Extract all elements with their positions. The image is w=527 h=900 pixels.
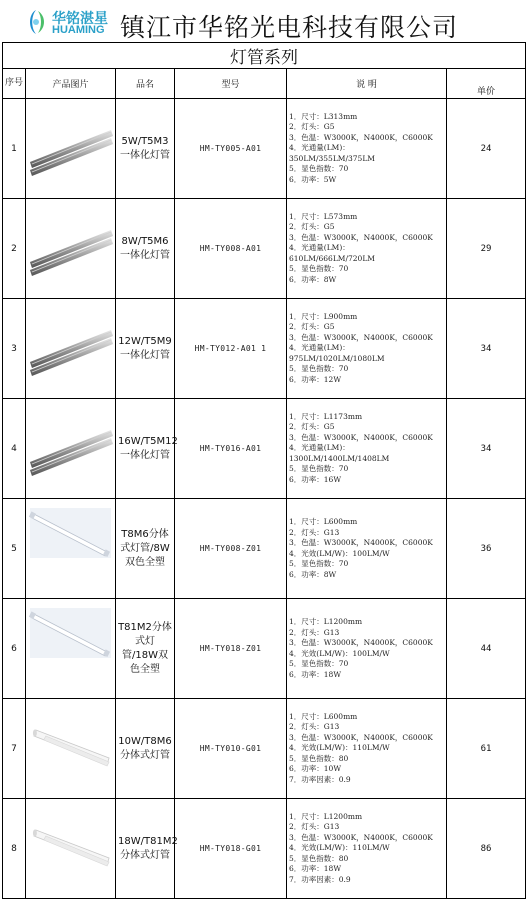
row-seq: 1	[3, 99, 26, 199]
product-price: 34	[447, 299, 526, 399]
description-line: 1300LM/1400LM/1408LM	[289, 453, 390, 463]
column-header-name: 品名	[116, 69, 175, 99]
description-line: 350LM/355LM/375LM	[289, 153, 375, 163]
description-line: 6．功率：12W	[289, 374, 342, 384]
description-line: 2．灯头：G5	[289, 322, 335, 332]
row-seq: 7	[3, 699, 26, 799]
product-name: 8W/T5M6一体化灯管	[116, 199, 175, 299]
description-line: 6．功率：10W	[289, 764, 342, 774]
product-price: 24	[447, 99, 526, 199]
product-name: 10W/T8M6分体式灯管	[116, 699, 175, 799]
table-row	[3, 299, 526, 399]
row-seq: 8	[3, 799, 26, 899]
description-line: 2．灯头：G13	[289, 822, 340, 832]
description-line: 3．色温：W3000K，N4000K，C6000K	[289, 232, 433, 242]
description-line: 4．光效(LM/W)：100LM/W	[289, 648, 390, 658]
product-table	[2, 42, 526, 899]
company-logo	[22, 6, 122, 38]
table-row	[3, 499, 526, 599]
product-name: 16W/T5M12一体化灯管	[116, 399, 175, 499]
product-price: 34	[447, 399, 526, 499]
product-description	[287, 599, 447, 699]
t8-split-tube-photo	[26, 600, 115, 698]
product-model: HM-TY005-A01	[175, 99, 287, 199]
product-image	[26, 799, 116, 899]
column-header-seq: 序号	[3, 69, 26, 99]
description-line: 1．尺寸：L1200mm	[289, 617, 363, 626]
product-description	[287, 399, 447, 499]
product-price: 61	[447, 699, 526, 799]
table-row	[3, 599, 526, 699]
description-line: 4．光效(LM/W)：110LM/W	[289, 843, 390, 853]
column-header-price: 单价	[447, 69, 526, 99]
product-name: 18W/T81M2分体式灯管	[116, 799, 175, 899]
description-line: 610LM/666LM/720LM	[289, 253, 375, 263]
product-model: HM-TY008-Z01	[175, 499, 287, 599]
product-description	[287, 99, 447, 199]
table-row	[3, 99, 526, 199]
product-price: 29	[447, 199, 526, 299]
product-image	[26, 699, 116, 799]
t8-split-tube-photo	[26, 500, 115, 598]
product-name: 5W/T5M3一体化灯管	[116, 99, 175, 199]
description-line: 1．尺寸：L900mm	[289, 311, 358, 321]
product-price: 44	[447, 599, 526, 699]
product-name: 12W/T5M9一体化灯管	[116, 299, 175, 399]
description-line: 2．灯头：G13	[289, 722, 340, 732]
product-price: 86	[447, 799, 526, 899]
product-description	[287, 699, 447, 799]
row-seq: 2	[3, 199, 26, 299]
description-line: 6．功率：8W	[289, 274, 337, 284]
description-line: 975LM/1020LM/1080LM	[289, 353, 385, 363]
t5-integrated-tube-photo	[26, 300, 115, 398]
table-title: 灯管系列	[3, 43, 526, 69]
description-line: 5．显色指数：70	[289, 659, 349, 668]
description-line: 3．色温：W3000K，N4000K，C6000K	[289, 132, 433, 142]
product-price: 36	[447, 499, 526, 599]
table-row	[3, 699, 526, 799]
description-line: 2．灯头：G13	[289, 627, 340, 637]
description-line: 4．光通量(LM)：	[289, 343, 350, 353]
product-model: HM-TY010-G01	[175, 699, 287, 799]
description-line: 1．尺寸：L600mm	[289, 711, 358, 721]
description-line: 3．色温：W3000K，N4000K，C6000K	[289, 732, 433, 742]
description-line: 2．灯头：G5	[289, 122, 335, 132]
description-line: 5．显色指数：70	[289, 559, 349, 568]
t8-white-tube-photo	[26, 800, 115, 898]
description-line: 6．功率：18W	[289, 864, 342, 874]
description-line: 1．尺寸：L1173mm	[289, 411, 363, 421]
t8-white-tube-photo	[26, 700, 115, 798]
row-seq: 5	[3, 499, 26, 599]
product-description	[287, 499, 447, 599]
description-line: 2．灯头：G5	[289, 222, 335, 232]
description-line: 6．功率：5W	[289, 174, 337, 184]
description-line: 5．显色指数：80	[289, 753, 349, 763]
column-header-model: 型号	[175, 69, 287, 99]
description-line: 3．色温：W3000K，N4000K，C6000K	[289, 538, 433, 547]
description-line: 3．色温：W3000K，N4000K，C6000K	[289, 332, 433, 342]
logo-mark-icon	[22, 8, 50, 36]
t5-integrated-tube-photo	[26, 200, 115, 298]
product-model: HM-TY016-A01	[175, 399, 287, 499]
description-line: 7．功率因素：0.9	[289, 774, 351, 784]
description-line: 6．功率：18W	[289, 669, 342, 679]
product-model: HM-TY012-A01 1	[175, 299, 287, 399]
row-seq: 3	[3, 299, 26, 399]
product-image	[26, 399, 116, 499]
product-description	[287, 199, 447, 299]
company-name: 镇江市华铭光电科技有限公司	[120, 13, 459, 42]
product-model: HM-TY008-A01	[175, 199, 287, 299]
product-image	[26, 99, 116, 199]
description-line: 5．显色指数：80	[289, 853, 349, 863]
product-description	[287, 299, 447, 399]
description-line: 4．光通量(LM)：	[289, 243, 350, 253]
product-description	[287, 799, 447, 899]
description-line: 5．显色指数：70	[289, 164, 349, 174]
product-image	[26, 499, 116, 599]
description-line: 1．尺寸：L600mm	[289, 517, 358, 526]
product-name: T81M2分体式灯管/18W双色全塑	[116, 599, 175, 699]
description-line: 2．灯头：G13	[289, 527, 340, 537]
product-image	[26, 599, 116, 699]
description-line: 5．显色指数：70	[289, 464, 349, 474]
logo-english-text: HUAMING	[52, 24, 105, 36]
description-line: 7．功率因素：0.9	[289, 874, 351, 884]
description-line: 4．光通量(LM)：	[289, 443, 350, 453]
description-line: 4．光效(LM/W)：110LM/W	[289, 743, 390, 753]
description-line: 1．尺寸：L1200mm	[289, 811, 363, 821]
page-header	[0, 0, 527, 42]
table-row	[3, 399, 526, 499]
description-line: 2．灯头：G5	[289, 422, 335, 432]
description-line: 6．功率：16W	[289, 474, 342, 484]
description-line: 1．尺寸：L313mm	[289, 111, 358, 121]
product-image	[26, 299, 116, 399]
product-model: HM-TY018-G01	[175, 799, 287, 899]
description-line: 5．显色指数：70	[289, 264, 349, 274]
description-line: 3．色温：W3000K，N4000K，C6000K	[289, 832, 433, 842]
table-header-row	[3, 69, 526, 99]
product-model: HM-TY018-Z01	[175, 599, 287, 699]
table-row	[3, 799, 526, 899]
product-image	[26, 199, 116, 299]
product-name: T8M6分体式灯管/8W双色全塑	[116, 499, 175, 599]
logo-chinese-text: 华铭湛星	[52, 11, 108, 27]
description-line: 3．色温：W3000K，N4000K，C6000K	[289, 432, 433, 442]
description-line: 4．光效(LM/W)：100LM/W	[289, 548, 390, 558]
table-row	[3, 199, 526, 299]
t5-integrated-tube-photo	[26, 100, 115, 198]
description-line: 5．显色指数：70	[289, 364, 349, 374]
row-seq: 6	[3, 599, 26, 699]
description-line: 3．色温：W3000K，N4000K，C6000K	[289, 638, 433, 647]
row-seq: 4	[3, 399, 26, 499]
column-header-desc: 说 明	[287, 69, 447, 99]
description-line: 4．光通量(LM)：	[289, 143, 350, 153]
description-line: 6．功率：8W	[289, 569, 337, 579]
t5-integrated-tube-photo	[26, 400, 115, 498]
column-header-image: 产品图片	[26, 69, 116, 99]
description-line: 1．尺寸：L573mm	[289, 211, 358, 221]
